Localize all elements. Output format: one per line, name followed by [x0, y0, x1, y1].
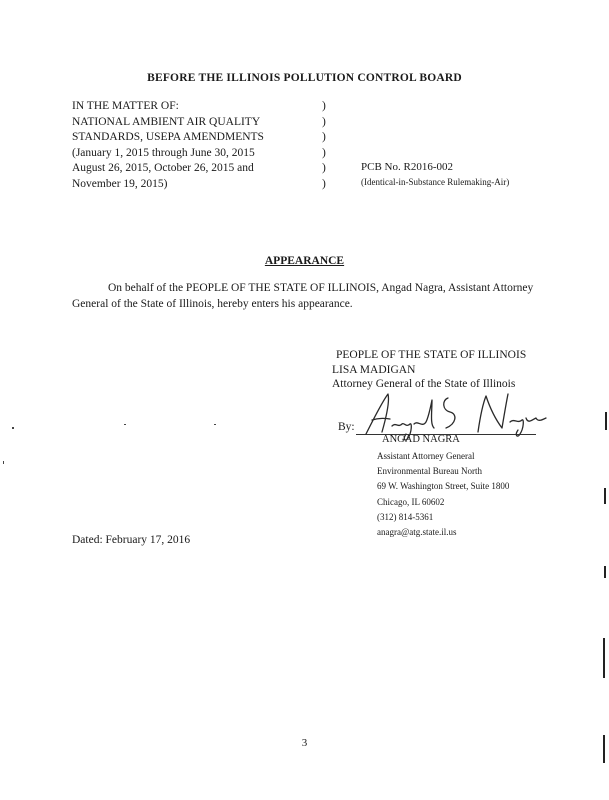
scan-edge-mark: [604, 566, 606, 578]
signer-bureau: Environmental Bureau North: [377, 466, 482, 477]
appearance-body: On behalf of the PEOPLE OF THE STATE OF ILLINOIS, Angad Nagra, Assistant Attorney General of the State of Illinois, hereby enters his appearance.: [72, 282, 534, 310]
attorney-general-name: LISA MADIGAN: [332, 364, 416, 376]
scan-speck: [124, 424, 126, 425]
scan-edge-mark: [603, 638, 605, 678]
scan-edge-mark: [604, 488, 606, 504]
caption-parentheses: [322, 99, 326, 193]
scan-edge-mark: [603, 735, 605, 763]
signer-street: 69 W. Washington Street, Suite 1800: [377, 481, 510, 492]
caption-line: November 19, 2015): [72, 177, 168, 190]
caption-paren: ): [322, 162, 326, 175]
caption-line: (January 1, 2015 through June 30, 2015: [72, 146, 255, 159]
caption-paren: ): [322, 131, 326, 144]
by-label: By:: [338, 421, 355, 433]
party-name: PEOPLE OF THE STATE OF ILLINOIS: [336, 349, 527, 361]
caption-paren: ): [322, 177, 326, 190]
scan-edge-mark: [605, 412, 607, 430]
caption-line: STANDARDS, USEPA AMENDMENTS: [72, 131, 264, 144]
case-caption: [72, 99, 264, 193]
pcb-number: PCB No. R2016-002: [361, 161, 453, 173]
appearance-heading: APPEARANCE: [264, 255, 345, 267]
scan-speck: [3, 461, 4, 464]
caption-line: IN THE MATTER OF:: [72, 100, 179, 112]
pcb-subtitle: (Identical-in-Substance Rulemaking-Air): [361, 177, 510, 187]
scan-speck: [12, 427, 14, 429]
signer-city: Chicago, IL 60602: [377, 496, 445, 507]
caption-paren: ): [322, 115, 326, 128]
scan-speck: [214, 424, 216, 425]
signer-phone: (312) 814-5361: [377, 511, 434, 522]
caption-line: NATIONAL AMBIENT AIR QUALITY: [72, 115, 261, 128]
board-title: BEFORE THE ILLINOIS POLLUTION CONTROL BOARD: [147, 72, 462, 84]
caption-line: August 26, 2015, October 26, 2015 and: [72, 162, 254, 175]
page-number: 3: [301, 737, 308, 749]
caption-paren: ): [322, 100, 326, 112]
signer-name: ANGAD NAGRA: [382, 434, 460, 445]
signer-details: [377, 449, 509, 540]
dated-line: Dated: February 17, 2016: [72, 534, 191, 546]
signer-email: anagra@atg.state.il.us: [377, 527, 457, 538]
caption-paren: ): [322, 146, 326, 159]
attorney-general-title: Attorney General of the State of Illinois: [332, 378, 516, 390]
signer-title: Assistant Attorney General: [377, 451, 475, 461]
